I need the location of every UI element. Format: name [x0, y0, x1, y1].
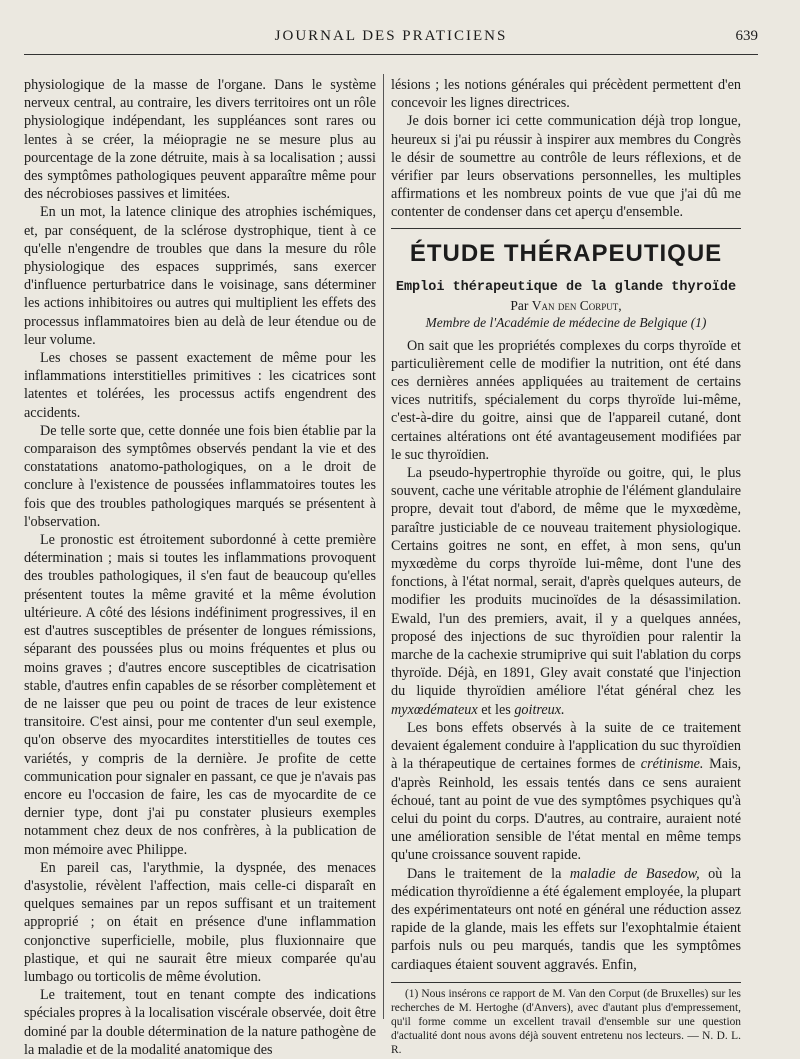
- author-prefix: Par: [510, 297, 529, 313]
- paragraph-text: La pseudo-hypertrophie thyroïde ou goitre, qui, le plus souvent, cache une véritable atrophie de l'élément glandulaire propre, devait tout d'abord, de même que le myxœdème, paraître justiciable de ce nouveau traitement physiologique. Certains goitres ne sont, en effet, à mon sens, qu'un myxœdème du corps thyroïde lui-même, dont l'une des fonctions, à l'état normal, serait, d'après quelques auteurs, de modifier les produits mucinoïdes de la désassimilation. Ewald, l'un des premiers, avait, il y a quelques années, proposé des injections de suc thyroïdien pour ralentir la marche de la cachexie strumiprive qui suit l'ablation du corps thyroïde. Déjà, en 1891, Gley avait constaté que l'injection du liquide thyroïdien améliore l'état général chez les: [391, 465, 741, 700]
- footnote-rule: [391, 982, 741, 983]
- right-column: [391, 76, 741, 1057]
- article-author: [391, 297, 741, 314]
- paragraph: Je dois borner ici cette communication déjà trop longue, heureux si j'ai pu réussir à inspirer aux membres du Congrès le désir de soumettre au contrôle de leurs réflexions, et de vérifier par leurs observations personnelles, les multiples affirmations et les nombreux points de vue que j'ai dû me contenter de condenser dans cet aperçu d'ensemble.: [391, 113, 741, 221]
- paragraph: En un mot, la latence clinique des atrophies ischémiques, et, par conséquent, de la sclérose dystrophique, tient à ce qu'elle n'engendre de troubles que dans la mesure du rôle physiologique des espaces supprimés, sans exercer d'influence perturbatrice dans le voisinage, sans déterminer les actions inhibitoires ou autres qui multiplient les effets des processus inflammatoires bien au delà de leur étendue ou de leur volume.: [24, 204, 376, 348]
- paragraph-text: où la médication thyroïdienne a été également employée, la plupart des expérimentateurs ont noté en général une réduction assez rapide de la glande, mais les effets sur l'exophtalmie étaient parfois nuls ou peu marqués, tandis que les symptômes cardiaques étaient souvent aggravés. Enfin,: [391, 865, 741, 973]
- running-header: [24, 28, 758, 50]
- paragraph: [391, 464, 741, 719]
- paragraph: Les choses se passent exactement de même pour les inflammations interstitielles primitives : les cicatrices sont latentes et tolérées, les processus actifs engendrent des accidents.: [24, 350, 376, 421]
- column-divider: [383, 74, 384, 1019]
- paragraph: On sait que les propriétés complexes du corps thyroïde et particulièrement celle de modifier la nutrition, ont été dans ces dernières années appliquées au traitement de certains vices nutritifs, spécialement du corps thyroïde lui-même, c'est-à-dire du goitre, ainsi que de l'appareil cutané, dont certaines altérations ont été avantageusement modifiées par le suc thyroïdien.: [391, 337, 741, 463]
- italic-term: maladie de Basedow,: [569, 865, 700, 882]
- footnote: (1) Nous insérons ce rapport de M. Van den Corput (de Bruxelles) sur les recherches de M. Hertoghe (d'Anvers), avec d'autant plus d'empressement, qu'il forme comme un excellent travail d'ensemble sur une question d'actualité dont nous avons déjà souvent entretenu nos lecteurs. — N. D. L. R.: [391, 987, 741, 1056]
- paragraph: En pareil cas, l'arythmie, la dyspnée, des menaces d'asystolie, révèlent l'affection, mais celle-ci disparaît en quelques semaines par un repos suffisant et un traitement approprié ; on était en présence d'une inflammation conjonctive superficielle, mobile, plus fluxionnaire que plastique, et qui ne saurait être mieux comparée qu'au lumbago ou torticolis de même évolution.: [24, 859, 376, 985]
- paragraph: Le traitement, tout en tenant compte des indications spéciales propres à la localisation viscérale observée, doit être dominé par la double détermination de la nature pathogène de la maladie et de la modalité anatomique des: [24, 987, 376, 1058]
- section-title: ÉTUDE THÉRAPEUTIQUE: [409, 239, 723, 267]
- italic-term: crétinisme.: [640, 756, 704, 773]
- paragraph-text: Dans le traitement de la: [407, 865, 562, 882]
- section-rule: [391, 228, 741, 229]
- paragraph: De telle sorte que, cette donnée une fois bien établie par la comparaison des symptômes observés pendant la vie et des constatations anatomo-pathologiques, on a le droit de conclure à l'existence de poussées inflammatoires toutes les fois que des troubles pathologiques marqués se présentent à l'observation.: [24, 422, 376, 530]
- page-number: 639: [735, 28, 758, 44]
- italic-term: myxœdémateux: [391, 701, 478, 718]
- paragraph: lésions ; les notions générales qui précèdent permettent d'en concevoir les lignes directrices.: [391, 77, 741, 112]
- header-rule: [24, 54, 758, 55]
- paragraph: [391, 865, 741, 974]
- paragraph-text: Mais, d'après Reinhold, les essais tentés dans ce sens auraient échoué, tant au point de vue des symptômes psychiques qu'à celui du point du corps. D'autres, au contraire, auraient noté une amélioration sensible de l'état mental en même temps qu'une croissance souvent rapide.: [391, 756, 742, 864]
- article-title: Emploi thérapeutique de la glande thyroïde: [395, 279, 737, 295]
- italic-term: goitreux.: [514, 701, 565, 718]
- paragraph-text: et les: [477, 701, 515, 718]
- paragraph: physiologique de la masse de l'organe. Dans le système nerveux central, au contraire, les divers territoires ont un rôle physiologique indépendant, les suppléances sont rares ou lentes à se créer, la méiopragie ne se mesure plus au pourcentage de la zone détruite, mais à sa localisation ; aussi des symptômes pathologiques peuvent apparaître même pour des nécrobioses passives et limitées.: [24, 77, 376, 203]
- author-name: Van den Corput,: [531, 297, 622, 313]
- left-column: [24, 76, 376, 1059]
- author-affiliation: Membre de l'Académie de médecine de Belgique (1): [425, 314, 707, 330]
- paragraph-text: Les bons effets observés à la suite de ce traitement devaient également conduire à l'application du suc thyroïdien à la thérapeutique de certaines formes de: [391, 719, 741, 773]
- paragraph: Le pronostic est étroitement subordonné à cette première détermination ; mais si toutes les inflammations provoquent des troubles pathologiques, il s'en faut de beaucoup qu'elles présentent toutes la même gravité et la même évolution ultérieure. A côté des lésions indéfiniment progressives, il en est d'autres susceptibles de présenter de longues rémissions, séparant des poussées plus ou moins fréquentes et plus ou moins graves ; d'autres encore susceptibles de cicatrisation stable, d'autres enfin capables de se résorber complètement et de ne laisser que peu ou point de traces de leur existence transitoire. C'est ainsi, pour me contenter d'un seul exemple, qu'on observe des myocardites interstitielles de toutes ces variétés, y compris de la dernière. Je profite de cette communication pour signaler en passant, ce que je n'avais pas encore eu l'occasion de faire, les cas de myocardite de ce dernier type, dont j'ai pu constater plusieurs exemples notamment chez deux de nos confrères, à la publication de mon mémoire avec Philippe.: [24, 532, 376, 858]
- journal-title: JOURNAL DES PRATICIENS: [274, 28, 508, 44]
- paragraph: [391, 719, 741, 865]
